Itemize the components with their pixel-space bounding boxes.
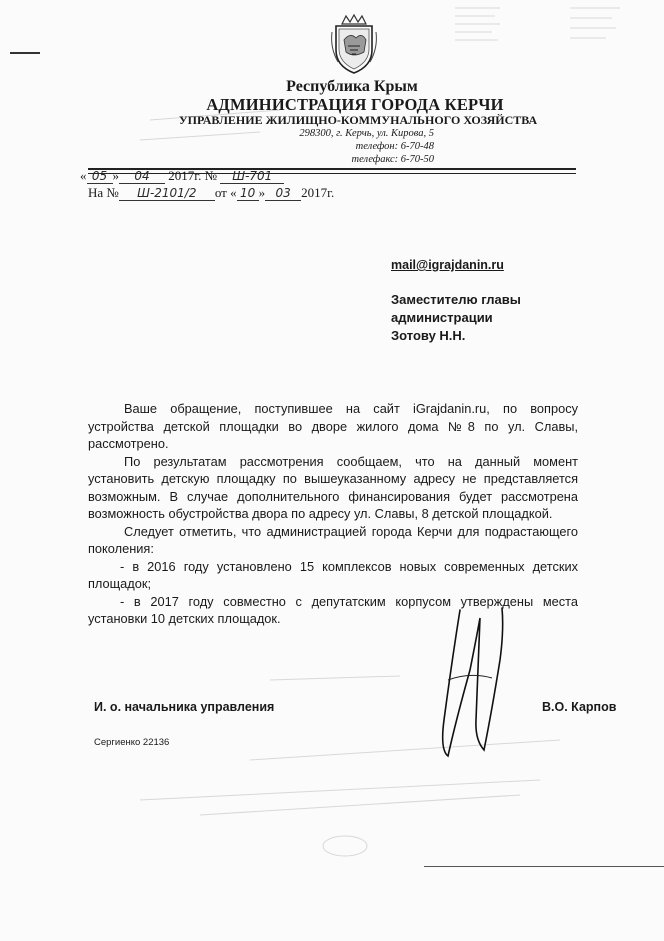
paragraph-4: - в 2016 году установлено 15 комплексов новых современных детских площадок; xyxy=(88,558,578,591)
outgoing-registration: « 05 » 04 2017г. № Ш-701 xyxy=(80,168,284,184)
outgoing-number: Ш-701 xyxy=(220,169,284,184)
incoming-registration: На № Ш-2101/2 от « 10 » 03 2017г. xyxy=(88,185,335,200)
signatory-position: И. о. начальника управления xyxy=(94,700,275,714)
recipient-line-2: администрации xyxy=(391,310,493,325)
department-title: УПРАВЛЕНИЕ ЖИЛИЩНО-КОММУНАЛЬНОГО ХОЗЯЙСТВА xyxy=(178,113,538,127)
recipient-line-3: Зотову Н.Н. xyxy=(391,328,466,343)
administration-title: АДМИНИСТРАЦИЯ ГОРОДА КЕРЧИ xyxy=(206,95,504,114)
handwritten-signature xyxy=(430,600,520,760)
coat-of-arms-icon xyxy=(328,12,380,76)
recipient-line-1: Заместителю главы xyxy=(391,292,521,307)
office-fax: телефакс: 6-70-50 xyxy=(351,154,434,165)
paragraph-5: - в 2017 году совместно с депутатским корпусом утверждены места установки 10 детских площадок. xyxy=(88,593,578,626)
paragraph-1: Ваше обращение, поступившее на сайт iGrajdanin.ru, по вопросу устройства детской площадки во дворе жилого дома №8 по ул. Славы, рассмотрено. xyxy=(88,401,578,451)
margin-mark xyxy=(10,52,40,54)
bottom-rule xyxy=(424,866,664,867)
incoming-number: Ш-2101/2 xyxy=(119,186,215,201)
recipient-email: mail@igrajdanin.ru xyxy=(391,258,504,272)
signatory-name: В.О. Карпов xyxy=(542,700,617,714)
office-address: 298300, г. Керчь, ул. Кирова, 5 xyxy=(299,128,434,139)
letter-body xyxy=(88,400,578,628)
incoming-month: 03 xyxy=(265,186,301,201)
outgoing-day: 05 xyxy=(87,169,113,184)
office-phone: телефон: 6-70-48 xyxy=(355,141,434,152)
outgoing-month: 04 xyxy=(119,169,165,184)
executor-note: Сергиенко 22136 xyxy=(94,737,170,748)
paragraph-2: По результатам рассмотрения сообщаем, что на данный момент установить детскую площадку по вышеуказанному адресу не представляется возможным. В случае дополнительного финансирования будет рассмотрена возможность обустройства двора по адресу ул. Славы, 8 детской площадкой. xyxy=(88,453,578,521)
republic-title: Республика Крым xyxy=(286,78,418,95)
paragraph-3: Следует отметить, что администрацией города Керчи для подрастающего поколения: xyxy=(88,523,578,556)
incoming-day: 10 xyxy=(237,186,259,201)
